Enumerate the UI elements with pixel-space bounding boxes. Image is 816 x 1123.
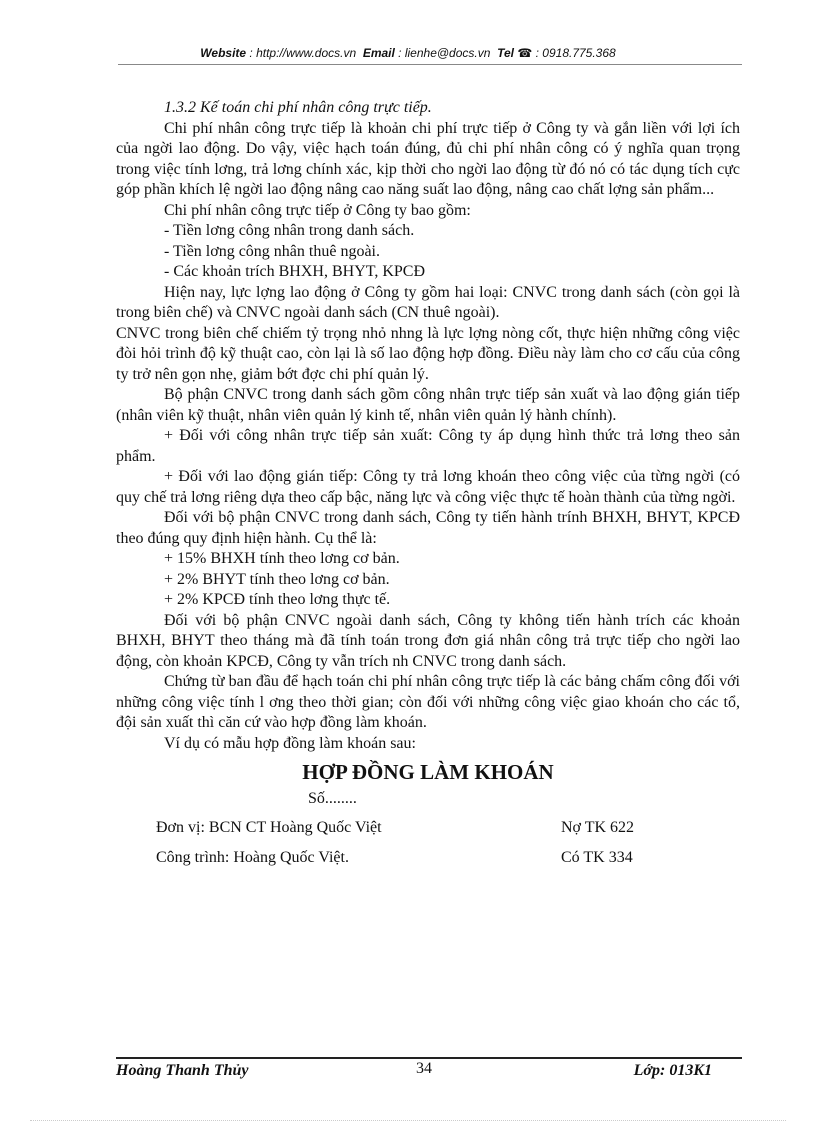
paragraph-indirect-labor: + Đối với lao động gián tiếp: Công ty trả lơng khoán theo công việc của từng ngời (có quy chế trả lơng riêng dựa theo cấp bậc, năng lực và công việc thực tế hoàn thành của từng ngời. <box>116 468 740 506</box>
page-number: 34 <box>416 1060 432 1077</box>
paragraph-outside-staff: Đối với bộ phận CNVC ngoài danh sách, Công ty không tiến hành trích các khoản BHXH, BHYT theo tháng mà đã tính toán trong đơn giá nhân công trả trực tiếp cho ngời lao động, còn khoản KPCĐ, Công ty vẫn trích nh CNVC trong danh sách. <box>116 611 740 670</box>
contract-row <box>116 848 740 869</box>
website-label: Website <box>200 46 247 60</box>
contract-number: Số........ <box>308 789 357 807</box>
document-body <box>116 98 740 868</box>
contract-debit: Nợ TK 622 <box>561 819 635 836</box>
contract-unit: Đơn vị: BCN CT Hoàng Quốc Việt <box>156 819 382 836</box>
list-item: - Tiền lơng công nhân thuê ngoài. <box>164 242 380 260</box>
paragraph-deductions: Đối với bộ phận CNVC trong danh sách, Công ty tiến hành trính BHXH, BHYT, KPCĐ theo đúng quy định hiện hành. Cụ thể là: <box>116 509 740 547</box>
paragraph-department: Bộ phận CNVC trong danh sách gồm công nhân trực tiếp sản xuất và lao động gián tiếp (nhân viên kỹ thuật, nhân viên quản lý kinh tế, nhân viên quản lý hành chính). <box>116 386 740 424</box>
paragraph-direct-workers: + Đối với công nhân trực tiếp sản xuất: Công ty áp dụng hình thức trả lơng theo sản phẩm. <box>116 427 740 465</box>
contract-project: Công trình: Hoàng Quốc Việt. <box>156 848 349 866</box>
section-heading: 1.3.2 Kế toán chi phí nhân công trực tiếp. <box>164 99 432 116</box>
list-item: + 15% BHXH tính theo lơng cơ bản. <box>164 550 400 567</box>
tel-label: Tel <box>497 46 514 60</box>
paragraph-intro: Chi phí nhân công trực tiếp là khoản chi phí trực tiếp ở Công ty và gắn liền với lợi ích của ngời lao động. Do vậy, việc hạch toán đúng, đủ chi phí nhân công có ý nghĩa quan trọng trong việc tính lơng, trả lơng chính xác, kịp thời cho ngời lao động từ đó nó có tác dụng tích cực góp phần khích lệ ngời lao động nâng cao năng suất lao động, nâng cao chất lợng sản phẩm... <box>116 119 740 198</box>
footer-class: Lớp: 013K1 <box>633 1062 712 1079</box>
list-item: + 2% BHYT tính theo lơng cơ bản. <box>164 570 390 588</box>
paragraph-example: Ví dụ có mẫu hợp đồng làm khoán sau: <box>164 734 416 752</box>
tel-value: : 0918.775.368 <box>535 46 616 60</box>
page-header <box>0 46 816 60</box>
footer-author: Hoàng Thanh Thủy <box>116 1062 249 1079</box>
paragraph-documents: Chứng từ ban đầu để hạch toán chi phí nhân công trực tiếp là các bảng chấm công đối với những công việc tính l ơng theo thời gian; còn đối với những công việc giao khoán cho các tổ, đội sản xuất thì căn cứ vào hợp đồng làm khoán. <box>116 673 740 731</box>
email-label: Email <box>362 46 395 60</box>
list-item: - Tiền lơng công nhân trong danh sách. <box>164 222 415 239</box>
header-divider <box>118 64 742 65</box>
list-item: + 2% KPCĐ tính theo lơng thực tế. <box>164 591 391 608</box>
paragraph-core-staff: CNVC trong biên chế chiếm tỷ trọng nhỏ nhng là lực lợng nòng cốt, thực hiện những công việc đòi hỏi trình độ kỹ thuật cao, còn lại là số lao động hợp đồng. Điều này làm cho cơ cấu của công ty trở nên gọn nhẹ, giảm bớt đợc chi phí quản lý. <box>116 324 740 383</box>
page-footer <box>116 1060 742 1080</box>
website-value: : http://www.docs.vn <box>249 46 357 60</box>
contract-row <box>116 818 740 839</box>
page-bottom-border <box>30 1120 786 1121</box>
paragraph-workforce: Hiện nay, lực lợng lao động ở Công ty gồm hai loại: CNVC trong danh sách (còn gọi là trong biên chế) và CNVC ngoài danh sách (CN thuê ngoài). <box>116 283 740 321</box>
contract-credit: Có TK 334 <box>561 848 633 866</box>
contract-title: HỢP ĐỒNG LÀM KHOÁN <box>302 760 554 784</box>
footer-divider <box>116 1057 742 1059</box>
phone-icon: ☎ <box>517 46 533 60</box>
paragraph-composition: Chi phí nhân công trực tiếp ở Công ty bao gồm: <box>164 201 471 219</box>
email-value: : lienhe@docs.vn <box>398 46 491 60</box>
list-item: - Các khoản trích BHXH, BHYT, KPCĐ <box>164 263 426 280</box>
